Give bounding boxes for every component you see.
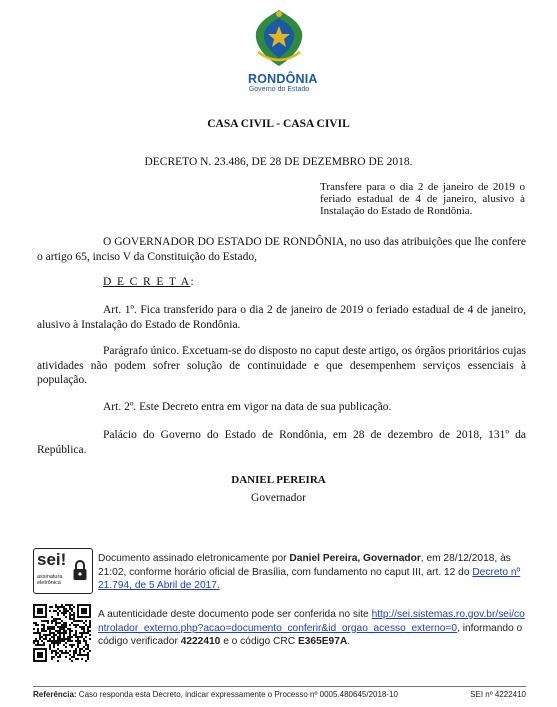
- signature-text-post: , em 28/12/2018, às 21:02, conforme horário oficial de Brasília, com fundamento no caput III, art. 12 do: [98, 553, 511, 578]
- logo-wordmark: RONDÔNIA: [248, 72, 318, 86]
- paragraph-unique: Parágrafo único. Excetuam-se do disposto no caput deste artigo, os órgãos prioritários cujas atividades não podem sofrer solução de continuidade e que desempenhem serviços essenciais à população.: [37, 345, 526, 386]
- verification-text-mid: , informando o código verificador: [98, 622, 523, 647]
- sei-logo-text: sei!: [37, 550, 67, 569]
- signer-role: Governador: [251, 492, 306, 504]
- decreta-heading: [103, 276, 194, 288]
- signature-statement: [98, 552, 526, 593]
- closing-location-date: Palácio do Governo do Estado de Rondônia, em 28 de dezembro de 2018, 131º da República.: [37, 429, 526, 456]
- article-2: Art. 2º. Este Decreto entra em vigor na data de sua publicação.: [103, 401, 392, 413]
- logo-subtitle: Governo do Estado: [248, 86, 310, 93]
- signer-name: DANIEL PEREIRA: [231, 474, 326, 486]
- signature-text-pre: Documento assinado eletronicamente por: [98, 553, 290, 564]
- footer-reference: [33, 690, 398, 699]
- preamble: O GOVERNADOR DO ESTADO DE RONDÔNIA, no uso das atribuições que lhe confere o artigo 65, inciso V da Constituição do Estado,: [37, 236, 526, 263]
- decree-link[interactable]: Decreto nº 21.794, de 5 Abril de 2017.: [98, 566, 521, 591]
- page-title: CASA CIVIL - CASA CIVIL: [207, 118, 350, 130]
- verification-text-pre: A autenticidade deste documento pode ser conferida no site: [98, 609, 372, 620]
- decreta-colon: :: [190, 276, 194, 288]
- lock-icon: [72, 559, 88, 581]
- decreta-word: D E C R E T A: [103, 276, 191, 288]
- decree-number: DECRETO N. 23.486, DE 28 DE DEZEMBRO DE 2018.: [144, 156, 413, 168]
- footer-divider: [33, 686, 526, 687]
- sei-badge-caption: assinatura eletrônica: [37, 574, 63, 586]
- state-logo: [248, 6, 318, 94]
- verification-url-link[interactable]: http://sei.sistemas.ro.gov.br/sei/controlador_externo.php?acao=documento_conferir&id_orgao_acesso_externo=0: [98, 609, 525, 634]
- signature-signer: Daniel Pereira, Governador: [289, 553, 421, 564]
- decree-summary: Transfere para o dia 2 de janeiro de 2019 o feriado estadual de 4 de janeiro, alusivo à Instalação do Estado de Rondônia.: [320, 181, 525, 217]
- footer-reference-text: Caso responda esta Decreto, indicar expressamente o Processo nº 0005.480645/2018-10: [76, 690, 398, 699]
- article-1: Art. 1º. Fica transferido para o dia 2 de janeiro de 2019 o feriado estadual de 4 de janeiro, alusivo à Instalação do Estado de Rondônia.: [37, 304, 526, 331]
- footer-sei-number: SEI nº 4222410: [470, 690, 526, 699]
- verification-code: 4222410: [180, 636, 221, 647]
- coat-of-arms-icon: [248, 6, 310, 70]
- verification-text-mid2: e o código CRC: [220, 636, 298, 647]
- verification-statement: [98, 608, 526, 649]
- sei-signature-badge: [33, 548, 93, 594]
- crc-code: E365E97A: [297, 636, 348, 647]
- qr-code-icon: [33, 604, 91, 662]
- verification-text-end: .: [347, 636, 351, 647]
- footer-reference-label: Referência:: [33, 690, 77, 699]
